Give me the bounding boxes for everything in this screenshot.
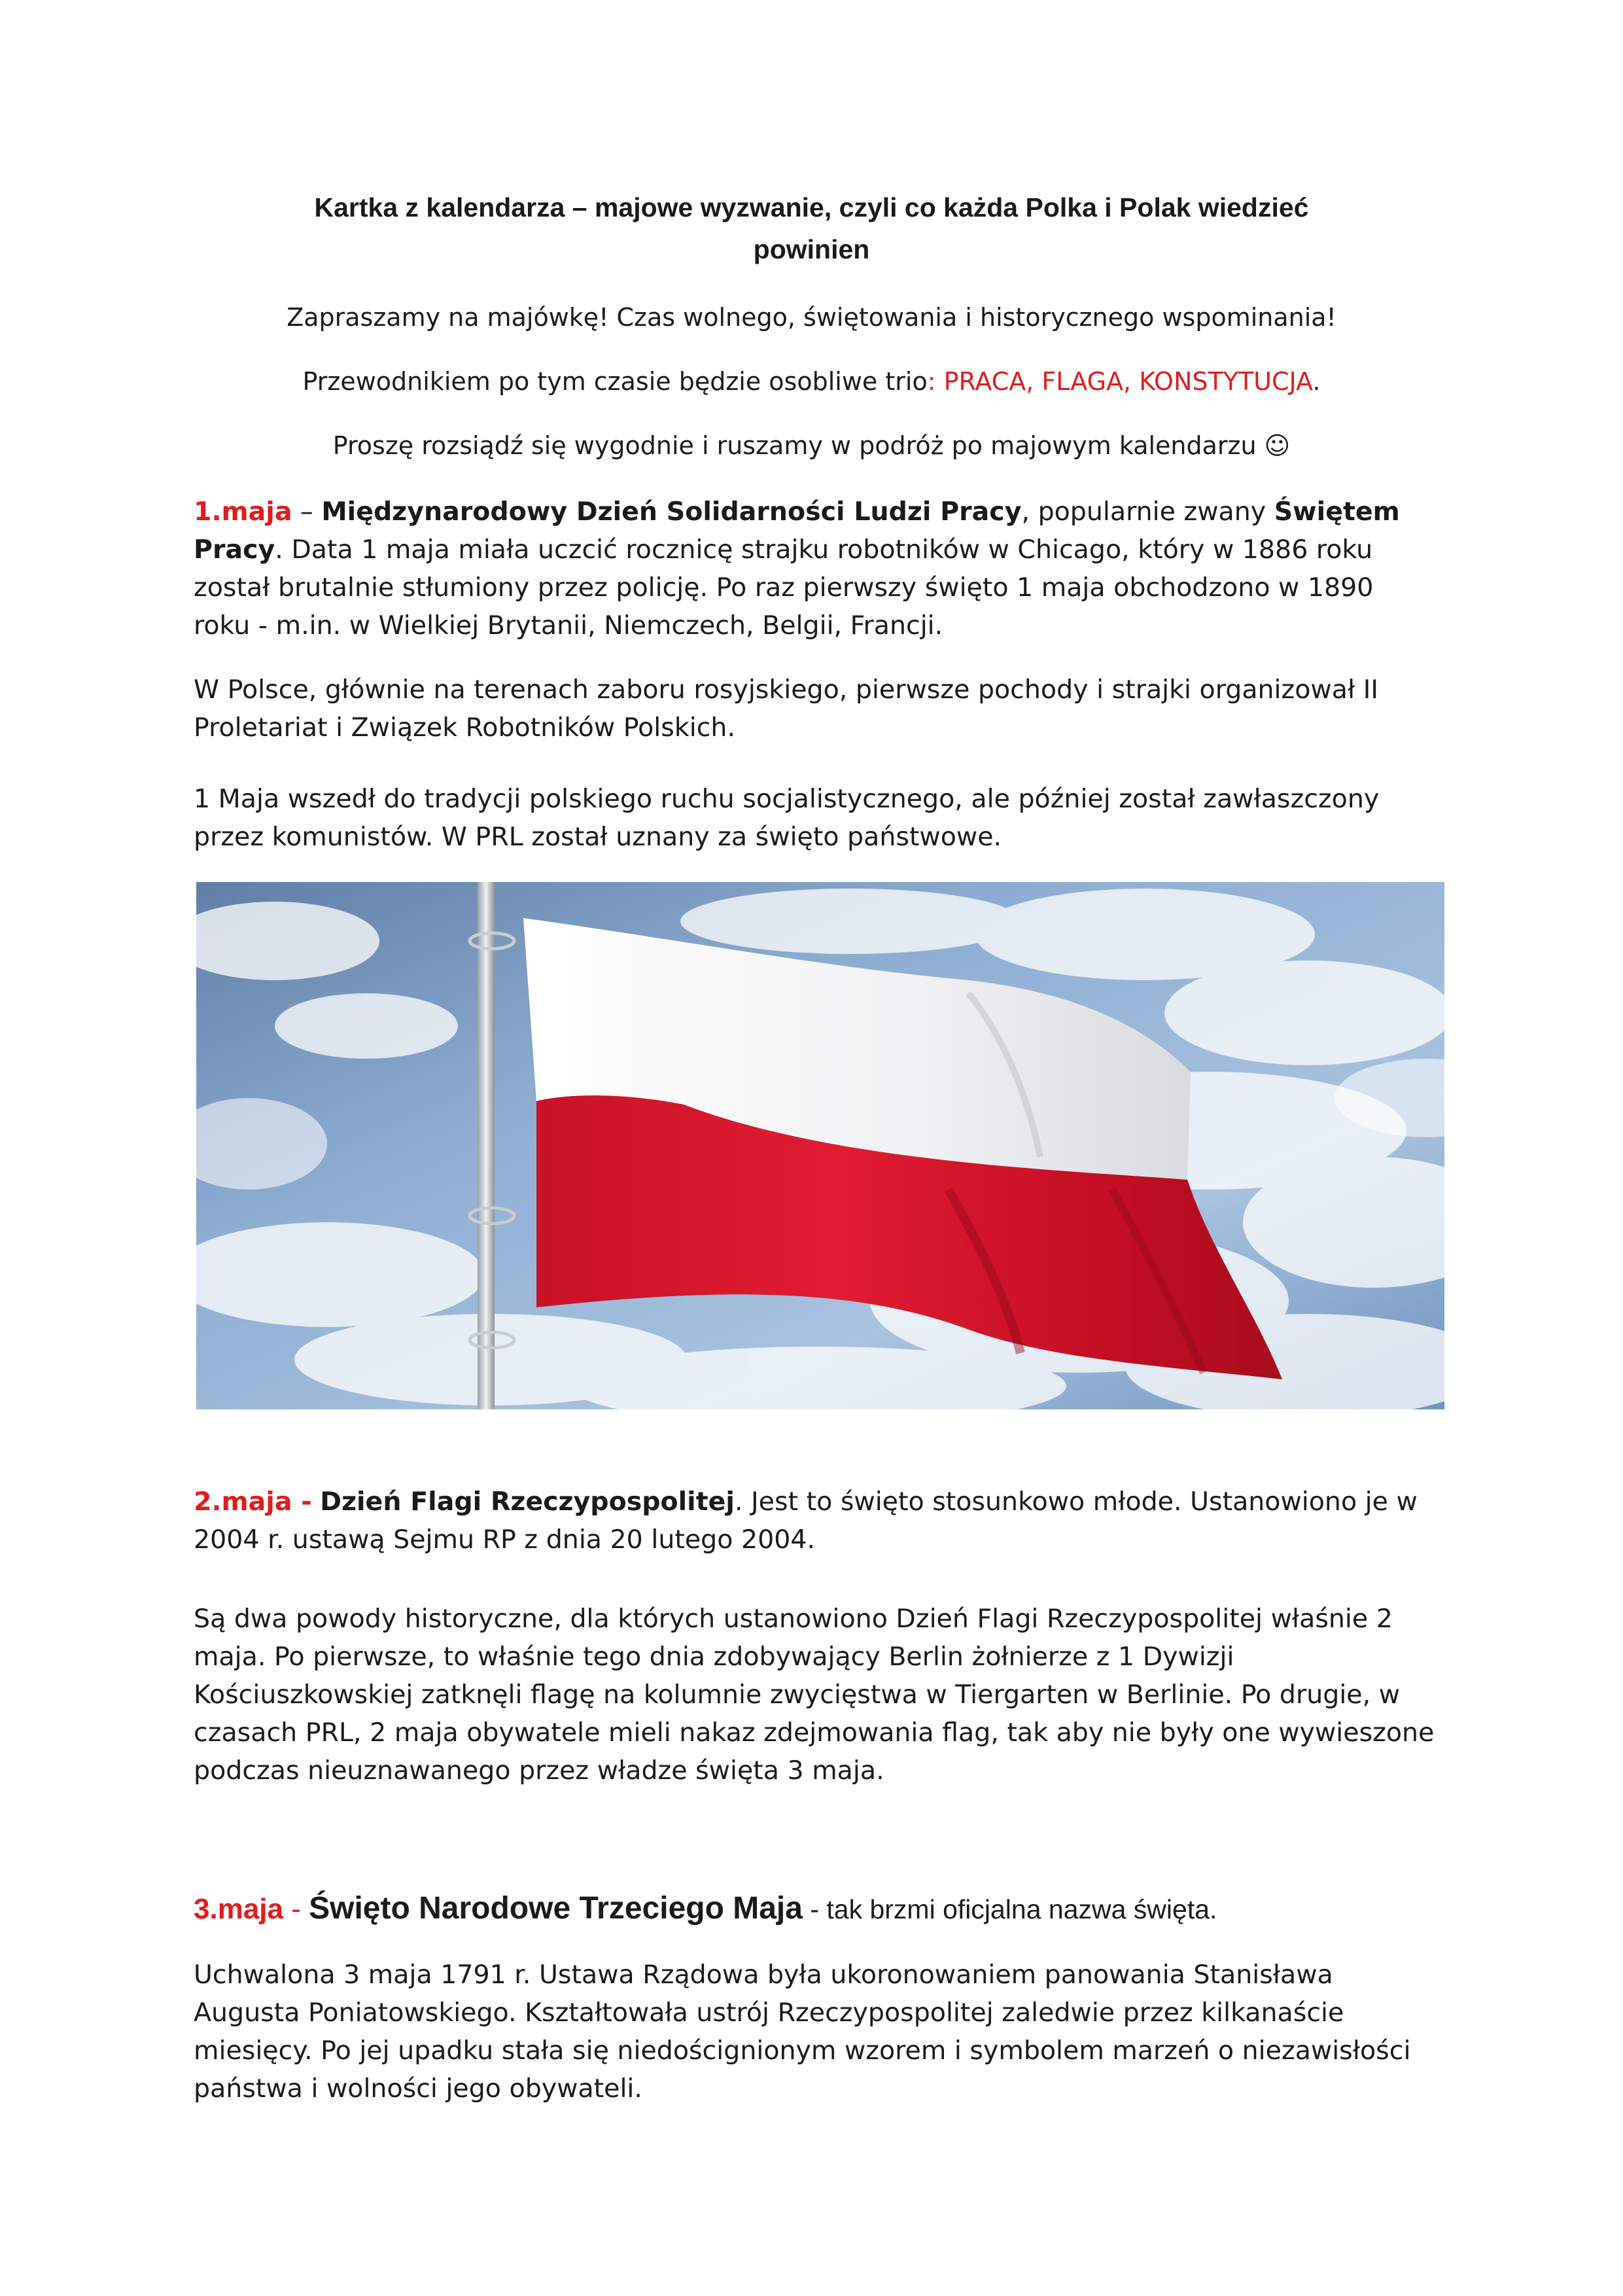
may1-holiday-name-2: Świętem Pracy [194,497,1400,565]
may2-text-1: . Jest to święto stosunkowo młode. Ustanowiono je w 2004 r. ustawą Sejmu RP z dnia 20 lutego 2004. [194,1487,1418,1555]
polish-flag-photo [196,882,1444,1409]
may1-paragraph-2: W Polsce, głównie na terenach zaboru rosyjskiego, pierwsze pochody i strajki organizował II Proletariat i Związek Robotników Polskich. [194,675,1379,743]
may2-paragraph-2: Są dwa powody historyczne, dla których ustanowiono Dzień Flagi Rzeczypospolitej właśnie 2 maja. Po pierwsze, to właśnie tego dnia zdobywający Berlin żołnierze z 1 Dywizji Kościuszkowskiej zatknęli flagę na kolumnie zwycięstwa w Tiergarten w Berlinie. Po drugie, w czasach PRL, 2 maja obywatele mieli nakaz zdejmowania flag, tak aby nie były one wywieszone podczas nieuznawanego przez władze święta 3 maja. [194,1604,1435,1786]
may1-paragraph [194,493,1437,645]
intro-line-2 [0,362,1623,401]
intro-trio-highlight: : PRACA, FLAGA, KONSTYTUCJA [927,367,1313,396]
may1-text-2: . Data 1 maja miała uczcić rocznicę strajku robotników w Chicago, który w 1886 roku został brutalnie stłumiony przez policję. Po raz pierwszy święto 1 maja obchodzono w 1890 roku - m.in. w Wielkiej Brytanii, Niemczech, Belgii, Francji. [194,535,1374,641]
may2-paragraph [194,1483,1437,1559]
title-line-1: Kartka z kalendarza – majowe wyzwanie, czyli co każda Polka i Polak wiedzieć [314,192,1309,222]
may3-dash: - [283,1893,309,1925]
may1-date: 1.maja [194,497,292,527]
page-title [0,186,1623,270]
may3-paragraph: Uchwalona 3 maja 1791 r. Ustawa Rządowa była ukoronowaniem panowania Stanisława Augusta Poniatowskiego. Kształtowała ustrój Rzeczypospolitej zaledwie przez kilkanaście miesięcy. Po jej upadku stała się niedoścignionym wzorem i symbolem marzeń o niezawisłości państwa i wolności jego obywateli. [194,1960,1411,2104]
may1-dash: – [292,497,322,527]
may1-holiday-name: Międzynarodowy Dzień Solidarności Ludzi Pracy [321,497,1022,527]
title-line-2: powinien [753,234,870,264]
may2-holiday-name: Dzień Flagi Rzeczypospolitej [320,1487,735,1517]
intro-line-3: Proszę rozsiądź się wygodnie i ruszamy w podróż po majowym kalendarzu ☺ [332,431,1291,460]
intro-line-2-text: Przewodnikiem po tym czasie będzie osobliwe trio [302,367,928,396]
may2-date: 2.maja - [194,1487,312,1517]
may3-heading [194,1886,1437,1932]
may1-text-1: , popularnie zwany [1021,497,1274,527]
intro-line-2-end: . [1312,367,1321,396]
may3-date: 3.maja [194,1893,283,1925]
intro-line-1: Zapraszamy na majówkę! Czas wolnego, świętowania i historycznego wspominania! [287,303,1336,332]
may3-holiday-name: Święto Narodowe Trzeciego Maja [309,1891,803,1926]
may3-heading-rest: - tak brzmi oficjalna nazwa święta. [802,1894,1217,1924]
may1-paragraph-3: 1 Maja wszedł do tradycji polskiego ruchu socjalistycznego, ale później został zawłaszczony przez komunistów. W PRL został uznany za święto państwowe. [194,784,1380,852]
